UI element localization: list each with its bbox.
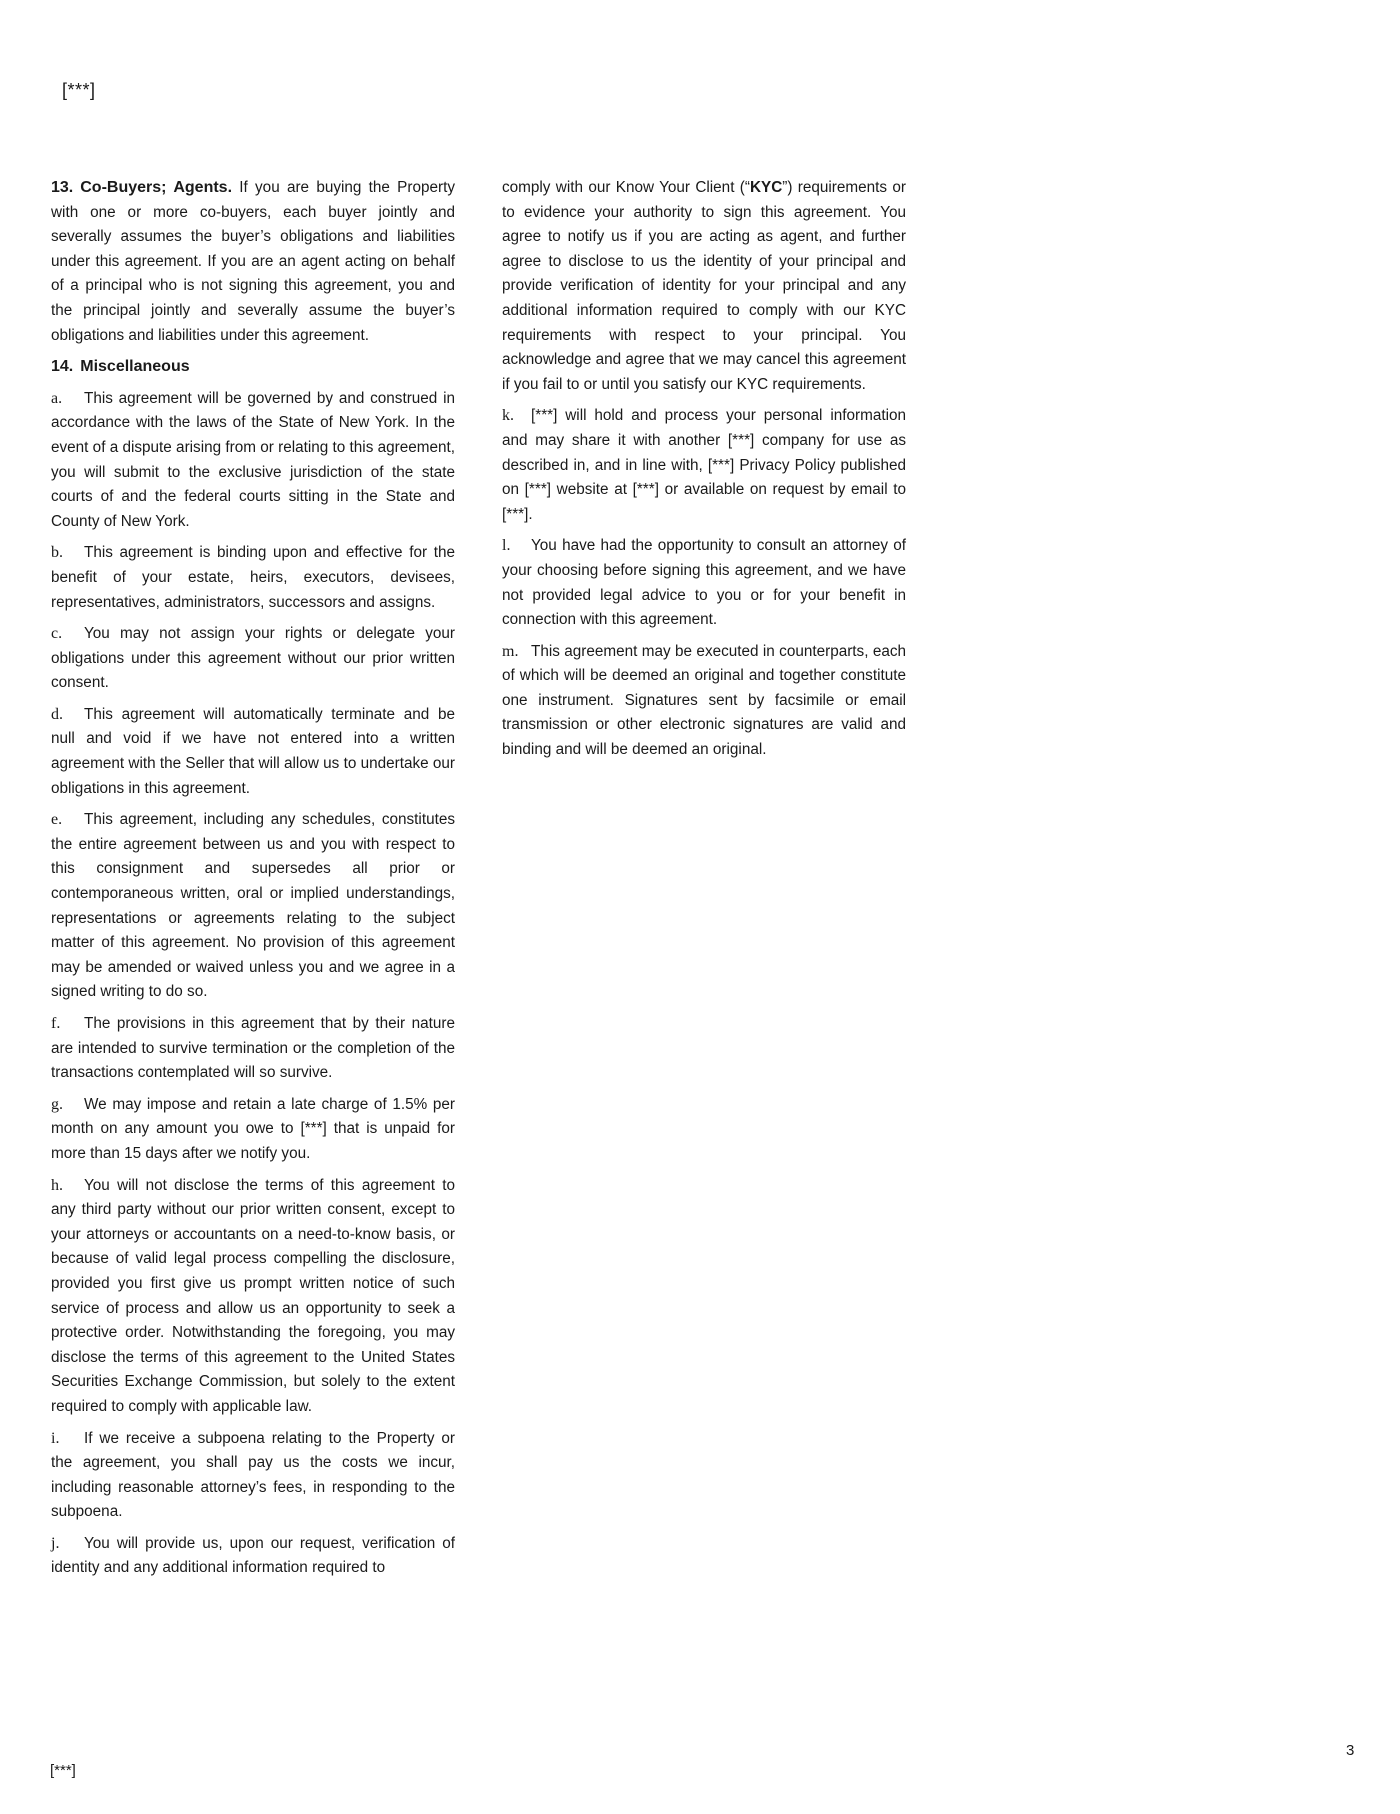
section-13-title: Co-Buyers; Agents. bbox=[80, 179, 233, 196]
section-13 bbox=[51, 176, 455, 348]
clause-j-part-1 bbox=[51, 1532, 455, 1581]
clause-text: If we receive a subpoena relating to the Property or the agreement, you shall pay us the costs we incur, including reasonable attorney’s fees, in responding to the subpoena. bbox=[51, 1429, 455, 1521]
clause-text: [***] will hold and process your personal information and may share it with another [***] company for use as described in, and in line with, [***] Privacy Policy published on [***] website at [***] or available on request by email to [***]. bbox=[502, 407, 906, 523]
header-redaction-mark: [***] bbox=[62, 80, 96, 100]
clause-k bbox=[502, 404, 906, 527]
section-13-text: If you are buying the Property with one or more co-buyers, each buyer jointly and severally assumes the buyer’s obligations and liabilities under this agreement. If you are an agent acting on behalf of a principal who is not signing this agreement, you and the principal jointly and severally assume the buyer’s obligations and liabilities under this agreement. bbox=[51, 179, 455, 344]
clause-j-part-2 bbox=[502, 176, 906, 397]
clause-marker: c. bbox=[51, 625, 63, 643]
clause-m bbox=[502, 640, 906, 763]
clause-text: This agreement will automatically terminate and be null and void if we have not entered into a written agreement with the Seller that will allow us to undertake our obligations in this agreement. bbox=[51, 705, 455, 797]
clause-text: This agreement may be executed in counterparts, each of which will be deemed an original and together constitute one instrument. Signatures sent by facsimile or email transmission or other electronic signatures are valid and binding and will be deemed an original. bbox=[502, 642, 906, 759]
clause-text: comply with our Know Your Client (“ bbox=[502, 179, 750, 196]
clause-marker: g. bbox=[51, 1095, 63, 1113]
clause-marker: e. bbox=[51, 811, 63, 829]
section-14-title: Miscellaneous bbox=[80, 358, 190, 376]
clause-text: This agreement will be governed by and construed in accordance with the laws of the State of New York. In the event of a dispute arising from or relating to this agreement, you will submit to the exclusive jurisdiction of the state courts of and the federal courts sitting in the State and County of New York. bbox=[51, 389, 455, 530]
clause-text: You will not disclose the terms of this agreement to any third party without our prior written consent, except to your attorneys or accountants on a need-to-know basis, or because of valid legal process compelling the disclosure, provided you first give us prompt written notice of such service of process and allow us an opportunity to seek a protective order. Notwithstanding the foregoing, you may disclose the terms of this agreement to the United States Securities Exchange Commission, but solely to the extent required to comply with applicable law. bbox=[51, 1176, 455, 1415]
clause-text: You have had the opportunity to consult an attorney of your choosing before signing this agreement, and we have not provided legal advice to you or for your benefit in connection with this agreement. bbox=[502, 537, 906, 629]
clause-marker: b. bbox=[51, 544, 63, 562]
left-column bbox=[51, 176, 455, 1588]
right-column bbox=[502, 176, 906, 770]
clause-c bbox=[51, 622, 455, 696]
kyc-term: KYC bbox=[749, 179, 783, 196]
clause-text: The provisions in this agreement that by their nature are intended to survive termination or the completion of the transactions contemplated will so survive. bbox=[51, 1015, 455, 1082]
clause-i bbox=[51, 1427, 455, 1525]
clause-marker: h. bbox=[51, 1176, 63, 1194]
section-14-number: 14. bbox=[51, 358, 74, 376]
clause-a bbox=[51, 387, 455, 535]
clause-text: We may impose and retain a late charge of 1.5% per month on any amount you owe to [***] that is unpaid for more than 15 days after we notify you. bbox=[51, 1095, 455, 1162]
clause-marker: d. bbox=[51, 705, 63, 723]
clause-g bbox=[51, 1093, 455, 1167]
section-14-heading bbox=[51, 355, 455, 380]
page-number: 3 bbox=[1346, 1742, 1355, 1759]
clause-marker: k. bbox=[502, 407, 514, 425]
clause-marker: l. bbox=[502, 537, 511, 555]
clause-text: This agreement is binding upon and effective for the benefit of your estate, heirs, executors, devisees, representatives, administrators, successors and assigns. bbox=[51, 544, 455, 611]
clause-l bbox=[502, 534, 906, 632]
clause-text: ”) requirements or to evidence your authority to sign this agreement. You agree to notify us if you are acting as agent, and further agree to disclose to us the identity of your principal and provide verification of identity for your principal and any additional information required to comply with our KYC requirements with respect to your principal. You acknowledge and agree that we may cancel this agreement if you fail to or until you satisfy our KYC requirements. bbox=[502, 179, 906, 393]
footer-redaction-mark: [***] bbox=[50, 1762, 76, 1779]
clause-marker: a. bbox=[51, 389, 63, 407]
clause-h bbox=[51, 1174, 455, 1420]
clause-text: You may not assign your rights or delegate your obligations under this agreement without our prior written consent. bbox=[51, 625, 455, 692]
section-13-number: 13. bbox=[51, 179, 74, 196]
clause-b bbox=[51, 541, 455, 615]
clause-text: You will provide us, upon our request, verification of identity and any additional information required to bbox=[51, 1534, 455, 1577]
clause-e bbox=[51, 808, 455, 1005]
clause-d bbox=[51, 703, 455, 801]
clause-marker: j. bbox=[51, 1534, 60, 1552]
clause-marker: i. bbox=[51, 1429, 60, 1447]
clause-text: This agreement, including any schedules, constitutes the entire agreement between us and you with respect to this consignment and supersedes all prior or contemporaneous written, oral or implied understandings, representations or agreements relating to the subject matter of this agreement. No provision of this agreement may be amended or waived unless you and we agree in a signed writing to do so. bbox=[51, 811, 455, 1001]
clause-marker: m. bbox=[502, 642, 519, 660]
clause-marker: f. bbox=[51, 1015, 61, 1032]
clause-f bbox=[51, 1012, 455, 1086]
